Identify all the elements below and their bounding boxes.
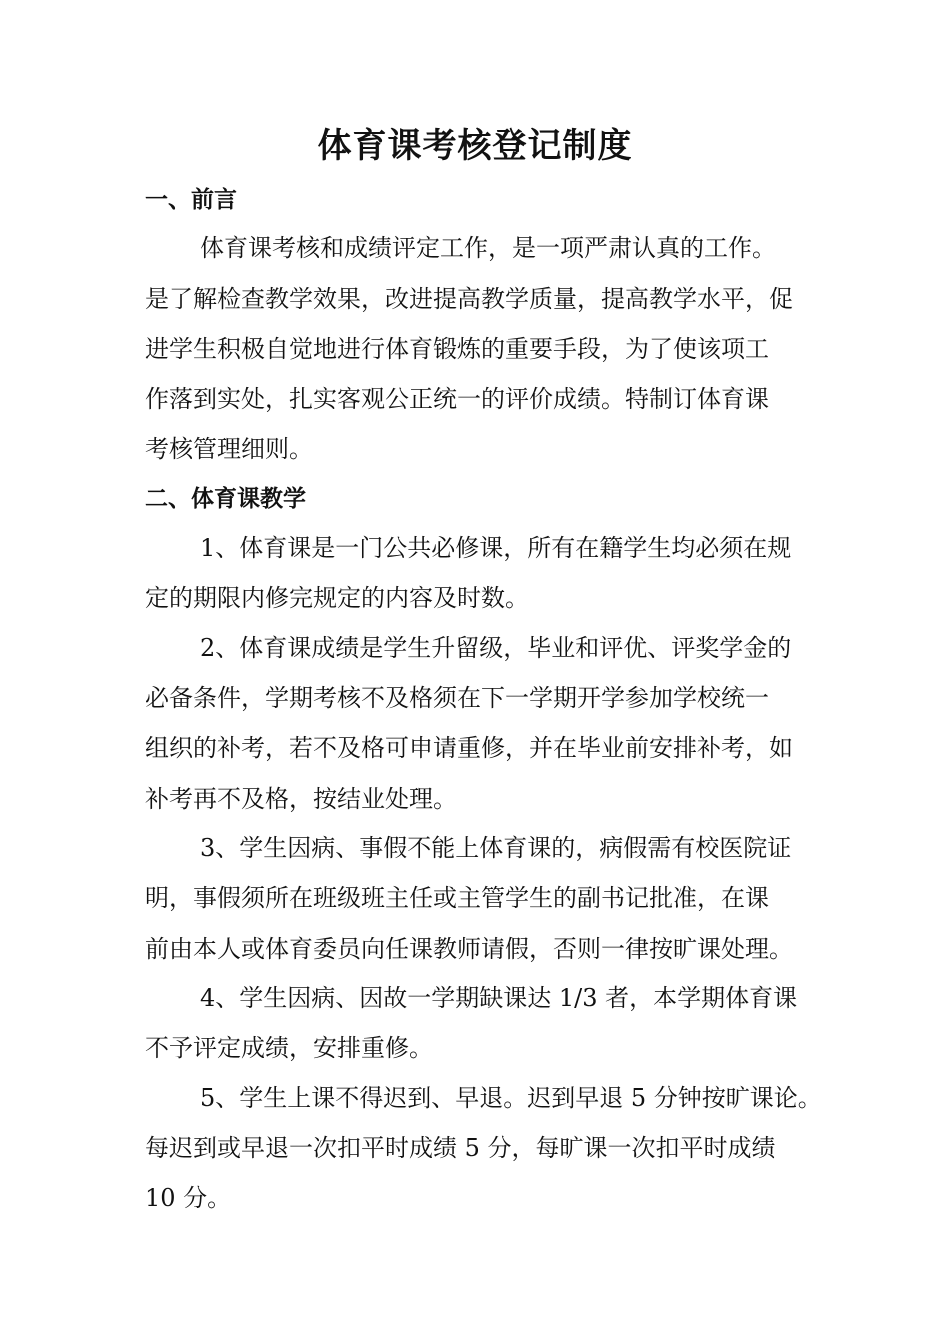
paragraph-line: 不予评定成绩，安排重修。 (145, 1034, 433, 1062)
paragraph-line: 作落到实处，扎实客观公正统一的评价成绩。特制订体育课 (145, 385, 769, 413)
paragraph-line: 考核管理细则。 (145, 435, 313, 463)
paragraph-line: 1、体育课是一门公共必修课，所有在籍学生均必须在规 (200, 534, 792, 562)
section-heading-preface: 一、前言 (145, 187, 237, 213)
paragraph-line: 前由本人或体育委员向任课教师请假，否则一律按旷课处理。 (145, 935, 793, 963)
paragraph-line: 10 分。 (145, 1184, 232, 1212)
document-title: 体育课考核登记制度 (317, 126, 633, 166)
paragraph-line: 5、学生上课不得迟到、早退。迟到早退 5 分钟按旷课论。 (200, 1084, 822, 1112)
paragraph-line: 明，事假须所在班级班主任或主管学生的副书记批准，在课 (145, 884, 769, 912)
paragraph-line: 每迟到或早退一次扣平时成绩 5 分，每旷课一次扣平时成绩 (145, 1134, 776, 1162)
paragraph-line: 3、学生因病、事假不能上体育课的，病假需有校医院证 (200, 834, 792, 862)
paragraph-line: 2、体育课成绩是学生升留级，毕业和评优、评奖学金的 (200, 634, 792, 662)
section-heading-pe-teaching: 二、体育课教学 (145, 486, 306, 512)
paragraph-line: 组织的补考，若不及格可申请重修，并在毕业前安排补考，如 (145, 734, 793, 762)
paragraph-line: 4、学生因病、因故一学期缺课达 1/3 者，本学期体育课 (200, 984, 798, 1012)
paragraph-line: 定的期限内修完规定的内容及时数。 (145, 584, 529, 612)
paragraph-line: 进学生积极自觉地进行体育锻炼的重要手段，为了使该项工 (145, 335, 769, 363)
paragraph-line: 是了解检查教学效果，改进提高教学质量，提高教学水平，促 (145, 285, 793, 313)
paragraph-line: 体育课考核和成绩评定工作，是一项严肃认真的工作。 (200, 234, 776, 262)
paragraph-line: 补考再不及格，按结业处理。 (145, 785, 457, 813)
paragraph-line: 必备条件，学期考核不及格须在下一学期开学参加学校统一 (145, 684, 769, 712)
